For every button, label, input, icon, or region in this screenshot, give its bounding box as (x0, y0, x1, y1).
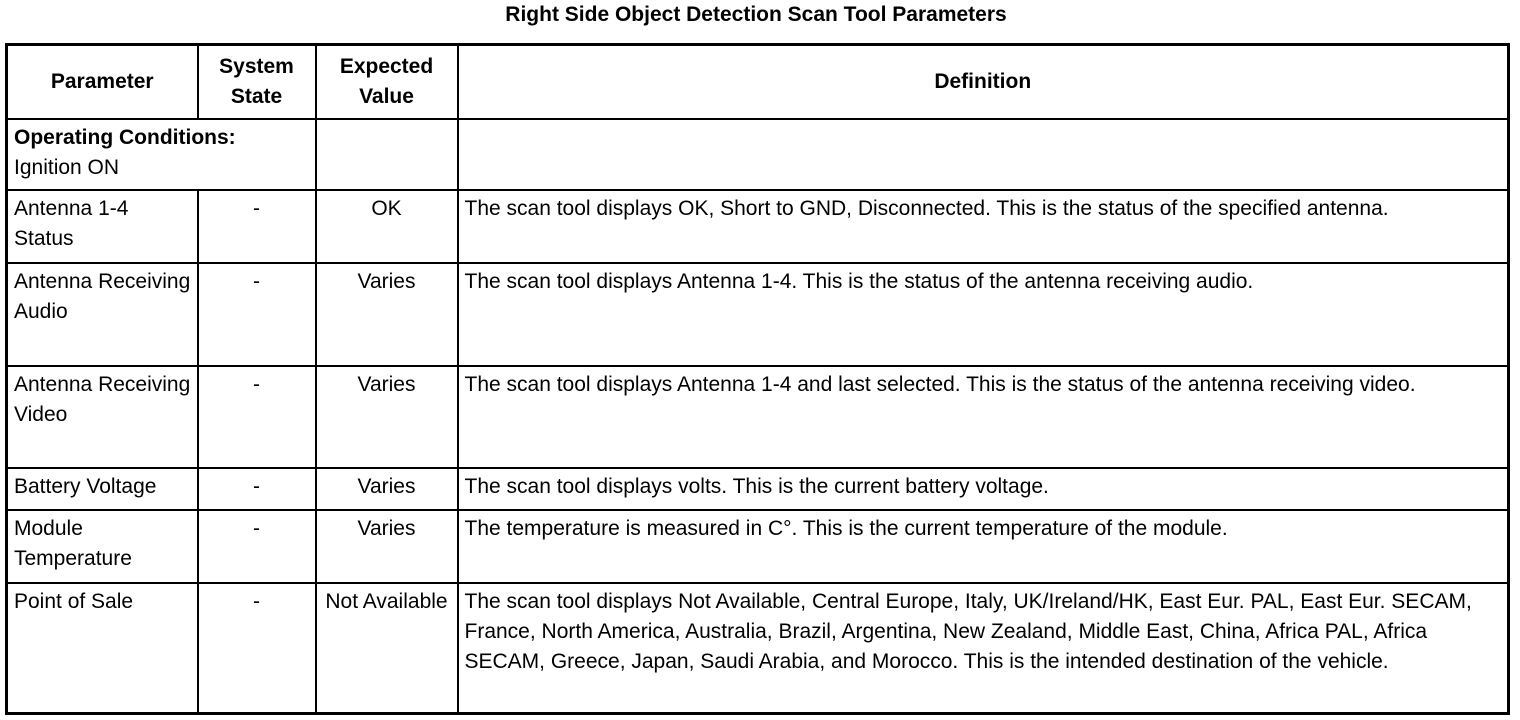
expected-value-cell: Varies (316, 366, 458, 468)
column-header-parameter: Parameter (7, 45, 198, 119)
table-row (7, 468, 1509, 510)
column-header-system-state: System State (198, 45, 316, 119)
table-row (7, 510, 1509, 583)
definition-cell: The scan tool displays OK, Short to GND, Disconnected. This is the status of the specified antenna. (458, 190, 1509, 263)
column-header-expected-value: Expected Value (316, 45, 458, 119)
expected-value-cell: OK (316, 190, 458, 263)
table-row (7, 366, 1509, 468)
column-header-definition: Definition (458, 45, 1509, 119)
table-row (7, 190, 1509, 263)
definition-cell: The scan tool displays Antenna 1-4. This is the status of the antenna receiving audio. (458, 263, 1509, 366)
parameter-cell: Antenna Receiving Video (7, 366, 198, 468)
table-row (7, 583, 1509, 714)
scan-tool-parameters-table (5, 43, 1510, 715)
operating-conditions-heading: Operating Conditions: (14, 125, 236, 149)
parameter-cell: Module Temperature (7, 510, 198, 583)
expected-value-cell: Varies (316, 468, 458, 510)
parameter-cell: Antenna Receiving Audio (7, 263, 198, 366)
table-row (7, 263, 1509, 366)
definition-cell: The scan tool displays volts. This is the current battery voltage. (458, 468, 1509, 510)
parameter-cell: Antenna 1-4 Status (7, 190, 198, 263)
operating-conditions-empty-cell (458, 119, 1509, 190)
table-header-row (7, 45, 1509, 119)
operating-conditions-cell (7, 119, 316, 190)
definition-cell: The temperature is measured in C°. This is the current temperature of the module. (458, 510, 1509, 583)
page-title: Right Side Object Detection Scan Tool Parameters (505, 3, 1007, 26)
parameter-cell: Point of Sale (7, 583, 198, 714)
system-state-cell: - (198, 510, 316, 583)
operating-conditions-empty-cell (316, 119, 458, 190)
system-state-cell: - (198, 366, 316, 468)
expected-value-cell: Varies (316, 510, 458, 583)
expected-value-cell: Varies (316, 263, 458, 366)
system-state-cell: - (198, 468, 316, 510)
operating-conditions-row (7, 119, 1509, 190)
parameter-cell: Battery Voltage (7, 468, 198, 510)
definition-cell: The scan tool displays Antenna 1-4 and last selected. This is the status of the antenna receiving video. (458, 366, 1509, 468)
system-state-cell: - (198, 263, 316, 366)
system-state-cell: - (198, 583, 316, 714)
expected-value-cell: Not Available (316, 583, 458, 714)
operating-conditions-value: Ignition ON (14, 155, 120, 179)
system-state-cell: - (198, 190, 316, 263)
definition-cell: The scan tool displays Not Available, Central Europe, Italy, UK/Ireland/HK, East Eur. PAL, East Eur. SECAM, France, North America, Australia, Brazil, Argentina, New Zealand, Middle East, China, Africa PAL, Africa SECAM, Greece, Japan, Saudi Arabia, and Morocco. This is the intended destination of the vehicle. (458, 583, 1509, 714)
